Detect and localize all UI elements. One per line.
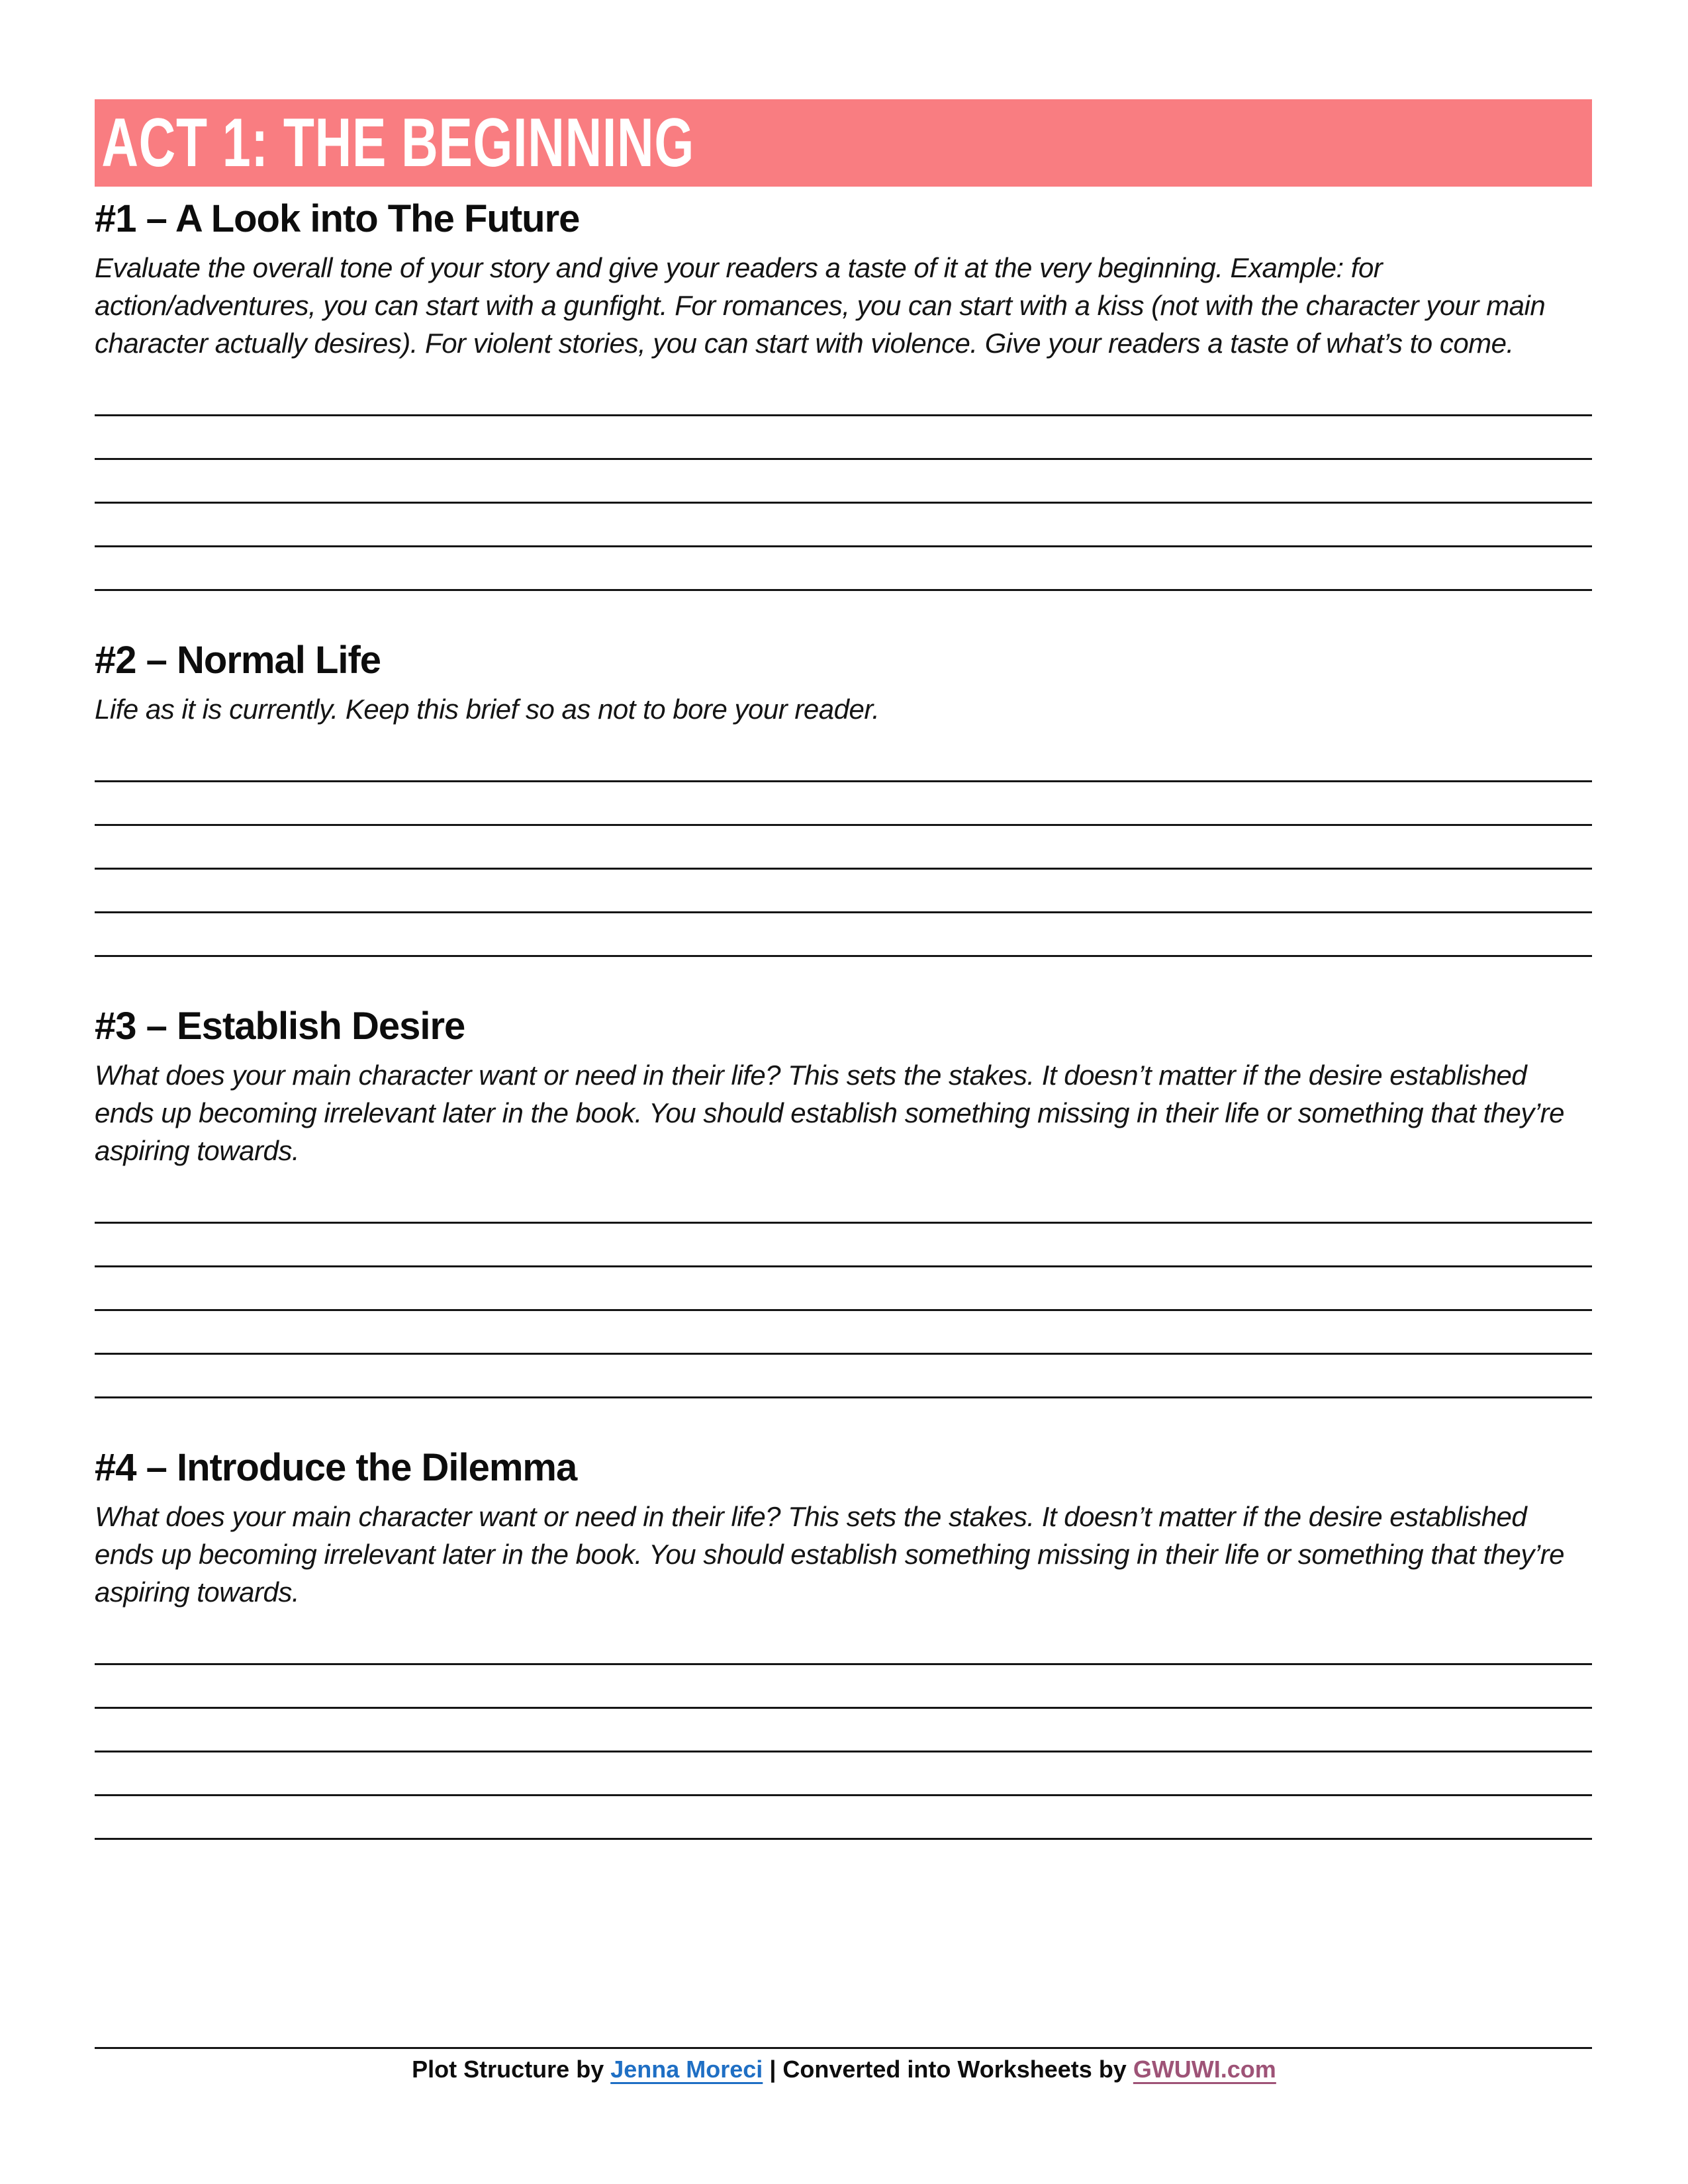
- section-4-heading: #4 – Introduce the Dilemma: [95, 1446, 577, 1489]
- writing-line: [95, 826, 1592, 870]
- footer-credit: [0, 2054, 1688, 2085]
- section-3-heading: #3 – Establish Desire: [95, 1005, 465, 1048]
- act-banner-title: ACT 1: THE BEGINNING: [101, 105, 694, 181]
- section-3: [95, 1003, 1592, 1398]
- writing-line: [95, 1355, 1592, 1398]
- section-4: [95, 1445, 1592, 1840]
- section-4-writing-lines: [95, 1621, 1592, 1840]
- section-2-description: Life as it is currently. Keep this brief so as not to bore your reader.: [95, 694, 880, 725]
- writing-line: [95, 416, 1592, 460]
- writing-line: [95, 782, 1592, 826]
- writing-line: [95, 739, 1592, 782]
- writing-line: [95, 373, 1592, 416]
- section-3-writing-lines: [95, 1180, 1592, 1398]
- footer-divider: [95, 2047, 1592, 2049]
- section-1: [95, 196, 1592, 591]
- writing-line: [95, 913, 1592, 957]
- section-1-writing-lines: [95, 373, 1592, 591]
- section-2-heading: #2 – Normal Life: [95, 639, 381, 682]
- writing-line: [95, 547, 1592, 591]
- writing-line: [95, 1621, 1592, 1665]
- act-banner: [95, 99, 1592, 187]
- section-3-description: What does your main character want or need in their life? This sets the stakes. It doesn’t matter if the desire established ends up becoming irrelevant later in the book. You should establish something missing in their life or something that they’re aspiring towards.: [95, 1060, 1565, 1166]
- writing-line: [95, 1311, 1592, 1355]
- footer-credit-prefix: Plot Structure by: [412, 2056, 611, 2083]
- writing-line: [95, 1180, 1592, 1224]
- section-1-heading: #1 – A Look into The Future: [95, 197, 580, 240]
- footer-separator: |: [763, 2056, 783, 2083]
- section-2-writing-lines: [95, 739, 1592, 957]
- writing-line: [95, 460, 1592, 504]
- writing-line: [95, 1709, 1592, 1752]
- page-content: [95, 0, 1592, 1840]
- section-1-description: Evaluate the overall tone of your story and give your readers a taste of it at the very beginning. Example: for action/adventures, you can start with a gunfight. For romances, you can start with a kiss (not with the character your main character actually desires). For violent stories, you can start with violence. Give your readers a taste of what’s to come.: [95, 252, 1546, 359]
- writing-line: [95, 1752, 1592, 1796]
- jenna-moreci-link[interactable]: Jenna Moreci: [610, 2056, 763, 2083]
- writing-line: [95, 870, 1592, 913]
- section-2: [95, 637, 1592, 957]
- writing-line: [95, 1796, 1592, 1840]
- gwuwi-link[interactable]: GWUWI.com: [1133, 2056, 1276, 2083]
- writing-line: [95, 1267, 1592, 1311]
- writing-line: [95, 1665, 1592, 1709]
- section-4-description: What does your main character want or need in their life? This sets the stakes. It doesn’t matter if the desire established ends up becoming irrelevant later in the book. You should establish something missing in their life or something that they’re aspiring towards.: [95, 1501, 1565, 1608]
- writing-line: [95, 1224, 1592, 1267]
- writing-line: [95, 504, 1592, 547]
- footer-credit-middle: Converted into Worksheets by: [782, 2056, 1133, 2083]
